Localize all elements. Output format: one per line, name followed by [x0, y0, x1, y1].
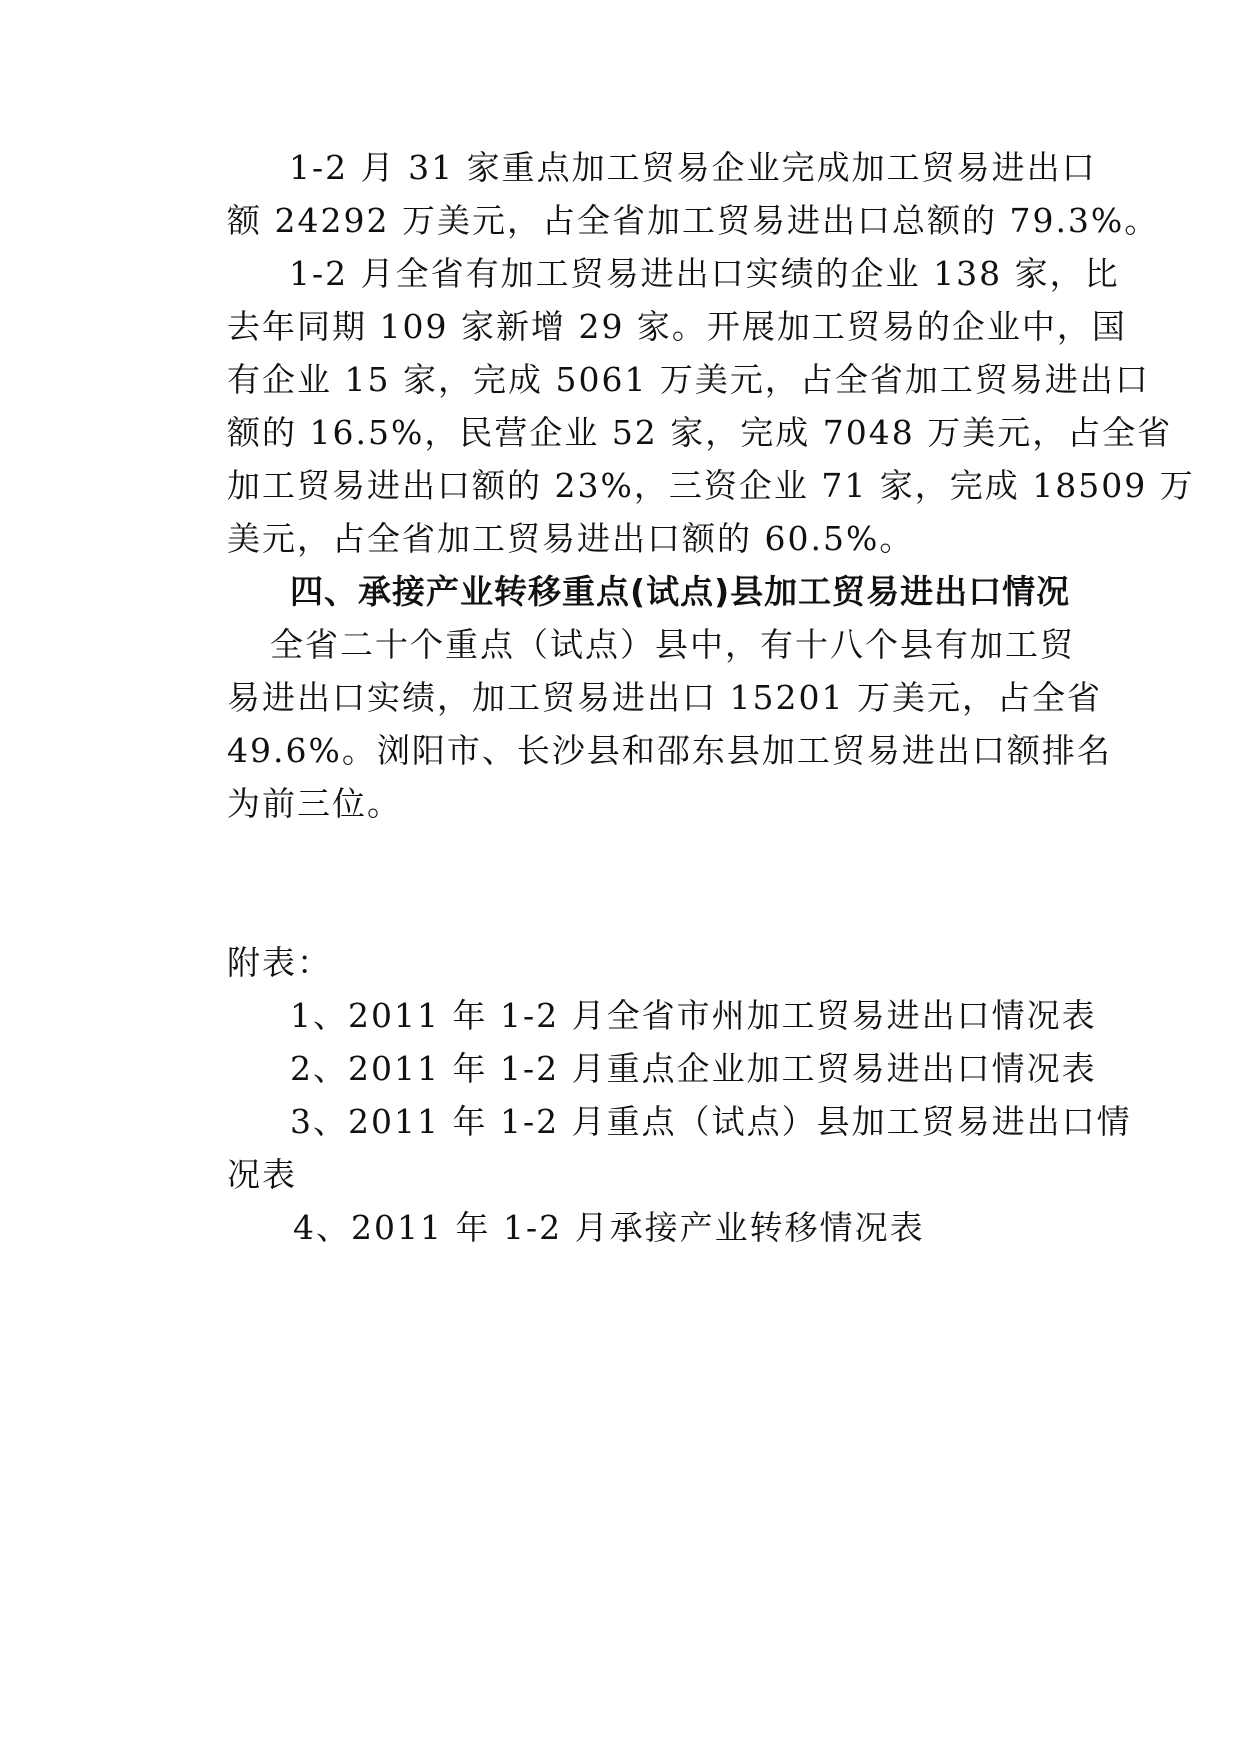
paragraph-line: 加工贸易进出口额的 23%，三资企业 71 家，完成 18509 万 — [227, 466, 1195, 505]
appendix-item: 1、2011 年 1-2 月全省市州加工贸易进出口情况表 — [290, 996, 1097, 1035]
paragraph-line: 为前三位。 — [227, 784, 402, 823]
paragraph-line: 1-2 月全省有加工贸易进出口实绩的企业 138 家，比 — [289, 254, 1120, 293]
paragraph-line: 易进出口实绩，加工贸易进出口 15201 万美元，占全省 — [227, 678, 1102, 717]
paragraph-line: 有企业 15 家，完成 5061 万美元，占全省加工贸易进出口 — [227, 360, 1150, 399]
paragraph-line: 去年同期 109 家新增 29 家。开展加工贸易的企业中，国 — [227, 307, 1127, 346]
appendix-item: 4、2011 年 1-2 月承接产业转移情况表 — [293, 1208, 925, 1247]
paragraph-line: 49.6%。浏阳市、长沙县和邵东县加工贸易进出口额排名 — [227, 731, 1112, 770]
paragraph-line: 全省二十个重点（试点）县中，有十八个县有加工贸 — [270, 625, 1075, 664]
appendix-label: 附表： — [227, 943, 332, 982]
section-heading: 四、承接产业转移重点(试点)县加工贸易进出口情况 — [290, 572, 1071, 611]
paragraph-line: 额的 16.5%，民营企业 52 家，完成 7048 万美元，占全省 — [227, 413, 1173, 452]
paragraph-line: 1-2 月 31 家重点加工贸易企业完成加工贸易进出口 — [289, 148, 1097, 187]
paragraph-line: 额 24292 万美元，占全省加工贸易进出口总额的 79.3%。 — [227, 201, 1160, 240]
appendix-item: 3、2011 年 1-2 月重点（试点）县加工贸易进出口情 — [290, 1102, 1132, 1141]
appendix-item-continuation: 况表 — [227, 1155, 297, 1194]
appendix-item: 2、2011 年 1-2 月重点企业加工贸易进出口情况表 — [290, 1049, 1097, 1088]
paragraph-line: 美元，占全省加工贸易进出口额的 60.5%。 — [227, 519, 915, 558]
